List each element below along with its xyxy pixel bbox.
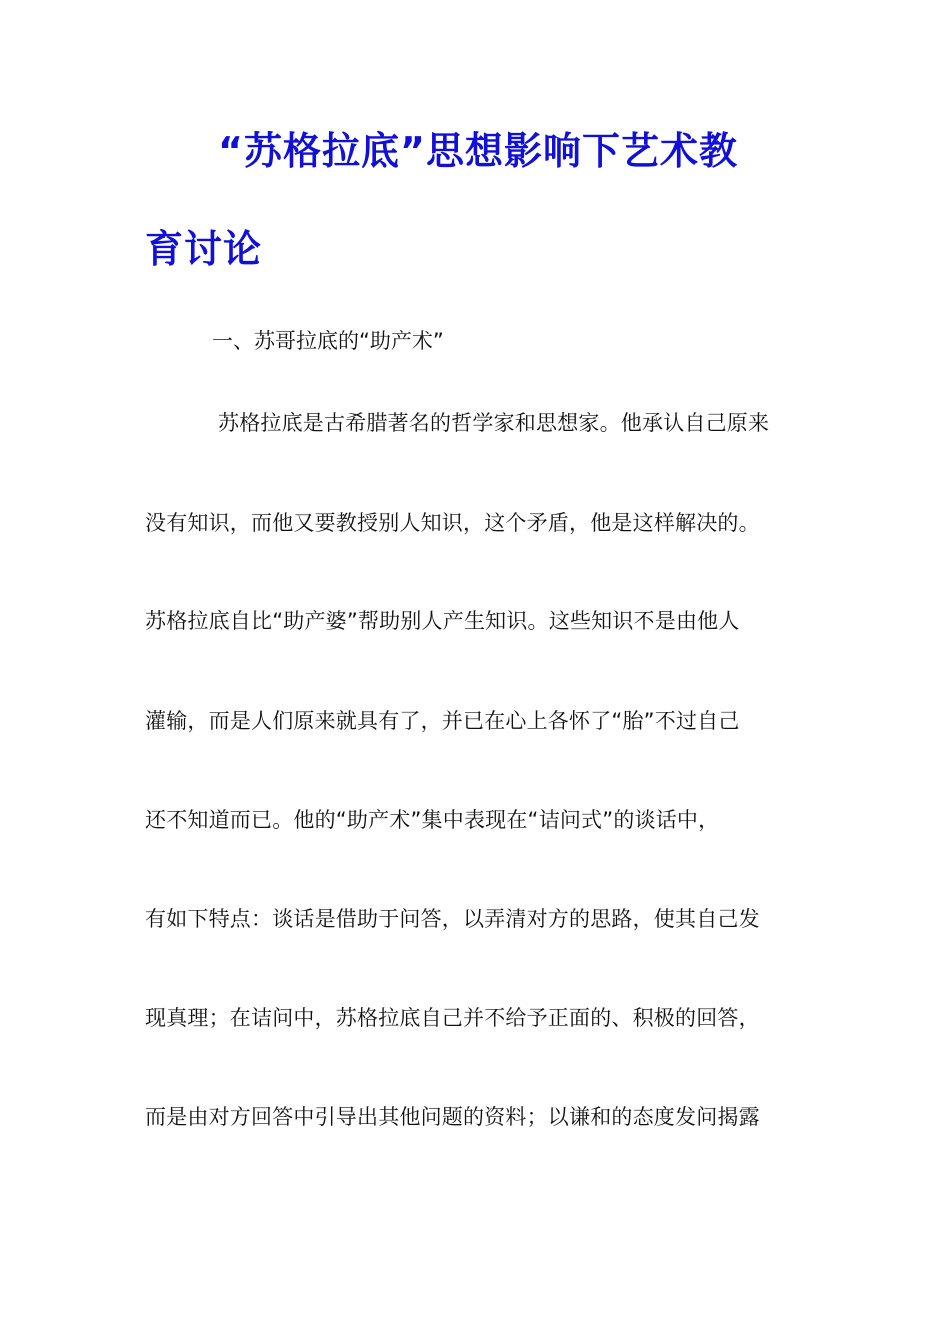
document-title-line-1: “苏格拉底”思想影响下艺术教 bbox=[218, 129, 738, 173]
document-title-line-2: 育讨论 bbox=[145, 227, 263, 271]
paragraph-line-6: 有如下特点：谈话是借助于问答，以弄清对方的思路，使其自己发 bbox=[145, 907, 760, 931]
paragraph-line-8: 而是由对方回答中引导出其他问题的资料；以谦和的态度发问揭露 bbox=[145, 1105, 760, 1129]
paragraph-line-7: 现真理；在诘问中，苏格拉底自己并不给予正面的、积极的回答， bbox=[145, 1006, 760, 1030]
paragraph-line-2: 没有知识，而他又要教授别人知识，这个矛盾，他是这样解决的。 bbox=[145, 511, 760, 535]
section-heading: 一、苏哥拉底的“助产术” bbox=[212, 329, 444, 353]
paragraph-line-3: 苏格拉底自比“助产婆”帮助别人产生知识。这些知识不是由他人 bbox=[145, 609, 740, 633]
paragraph-line-5: 还不知道而已。他的“助产术”集中表现在“诘问式”的谈话中， bbox=[145, 808, 720, 832]
paragraph-line-4: 灌输，而是人们原来就具有了，并已在心上各怀了“胎”不过自己 bbox=[145, 709, 740, 733]
paragraph-line-1: 苏格拉底是古希腊著名的哲学家和思想家。他承认自己原来 bbox=[218, 411, 770, 435]
